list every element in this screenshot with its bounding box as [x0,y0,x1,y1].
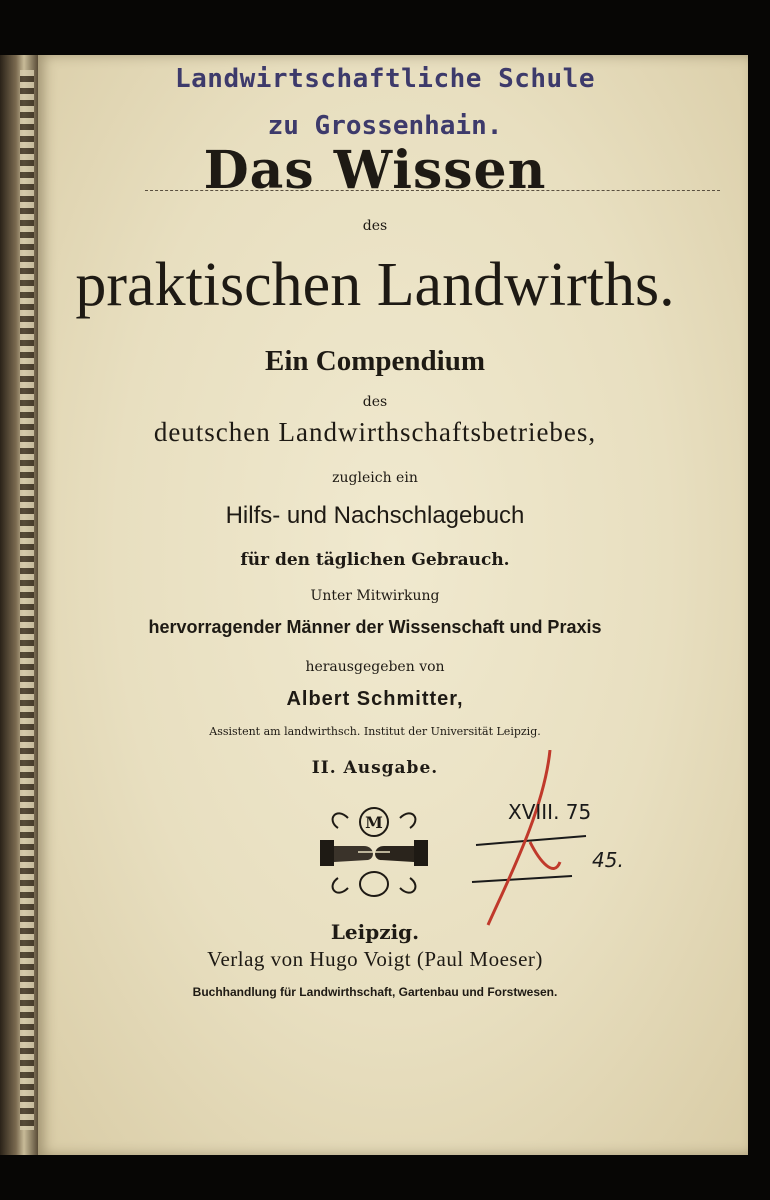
des-connector-2: des [362,394,388,410]
also-line: zugleich ein [332,470,418,486]
shelf-mark-1: XVIII. 75 [508,800,592,824]
library-stamp-line-1: Landwirtschaftliche Schule [175,64,595,94]
title-top: Das Wissen [203,140,547,201]
shelf-mark-2: 45. [592,848,624,872]
editor-name: Albert Schmitter, [286,688,464,710]
publisher-logo-icon [318,800,430,908]
edited-by-line: herausgegeben von [305,659,445,675]
contributors-line: hervorragender Männer der Wissenschaft und Praxis [148,617,602,637]
subject-line: deutschen Landwirthschaftsbetriebes, [153,417,597,447]
des-connector-1: des [362,218,388,234]
book-type-line: Hilfs- und Nachschlagebuch [225,502,525,529]
spine-binding [20,70,34,1130]
publisher-name: Verlag von Hugo Voigt (Paul Moeser) [207,947,543,971]
edition-line: II. Ausgabe. [311,758,439,778]
publisher-bookshop: Buchhandlung für Landwirthschaft, Gartenbau und Forstwesen. [192,985,558,999]
title-main: praktischen Landwirths. [75,251,675,319]
collab-line: Unter Mitwirkung [310,588,440,604]
editor-title: Assistent am landwirthsch. Institut der Universität Leipzig. [209,725,541,738]
svg-text:M: M [365,813,383,832]
publisher-city: Leipzig. [330,920,420,944]
title-rule [145,190,720,191]
library-stamp-line-2: zu Grossenhain. [267,111,503,141]
subtitle: Ein Compendium [265,345,485,377]
handwritten-shelf-mark [468,750,628,930]
usage-line: für den täglichen Gebrauch. [240,550,510,570]
